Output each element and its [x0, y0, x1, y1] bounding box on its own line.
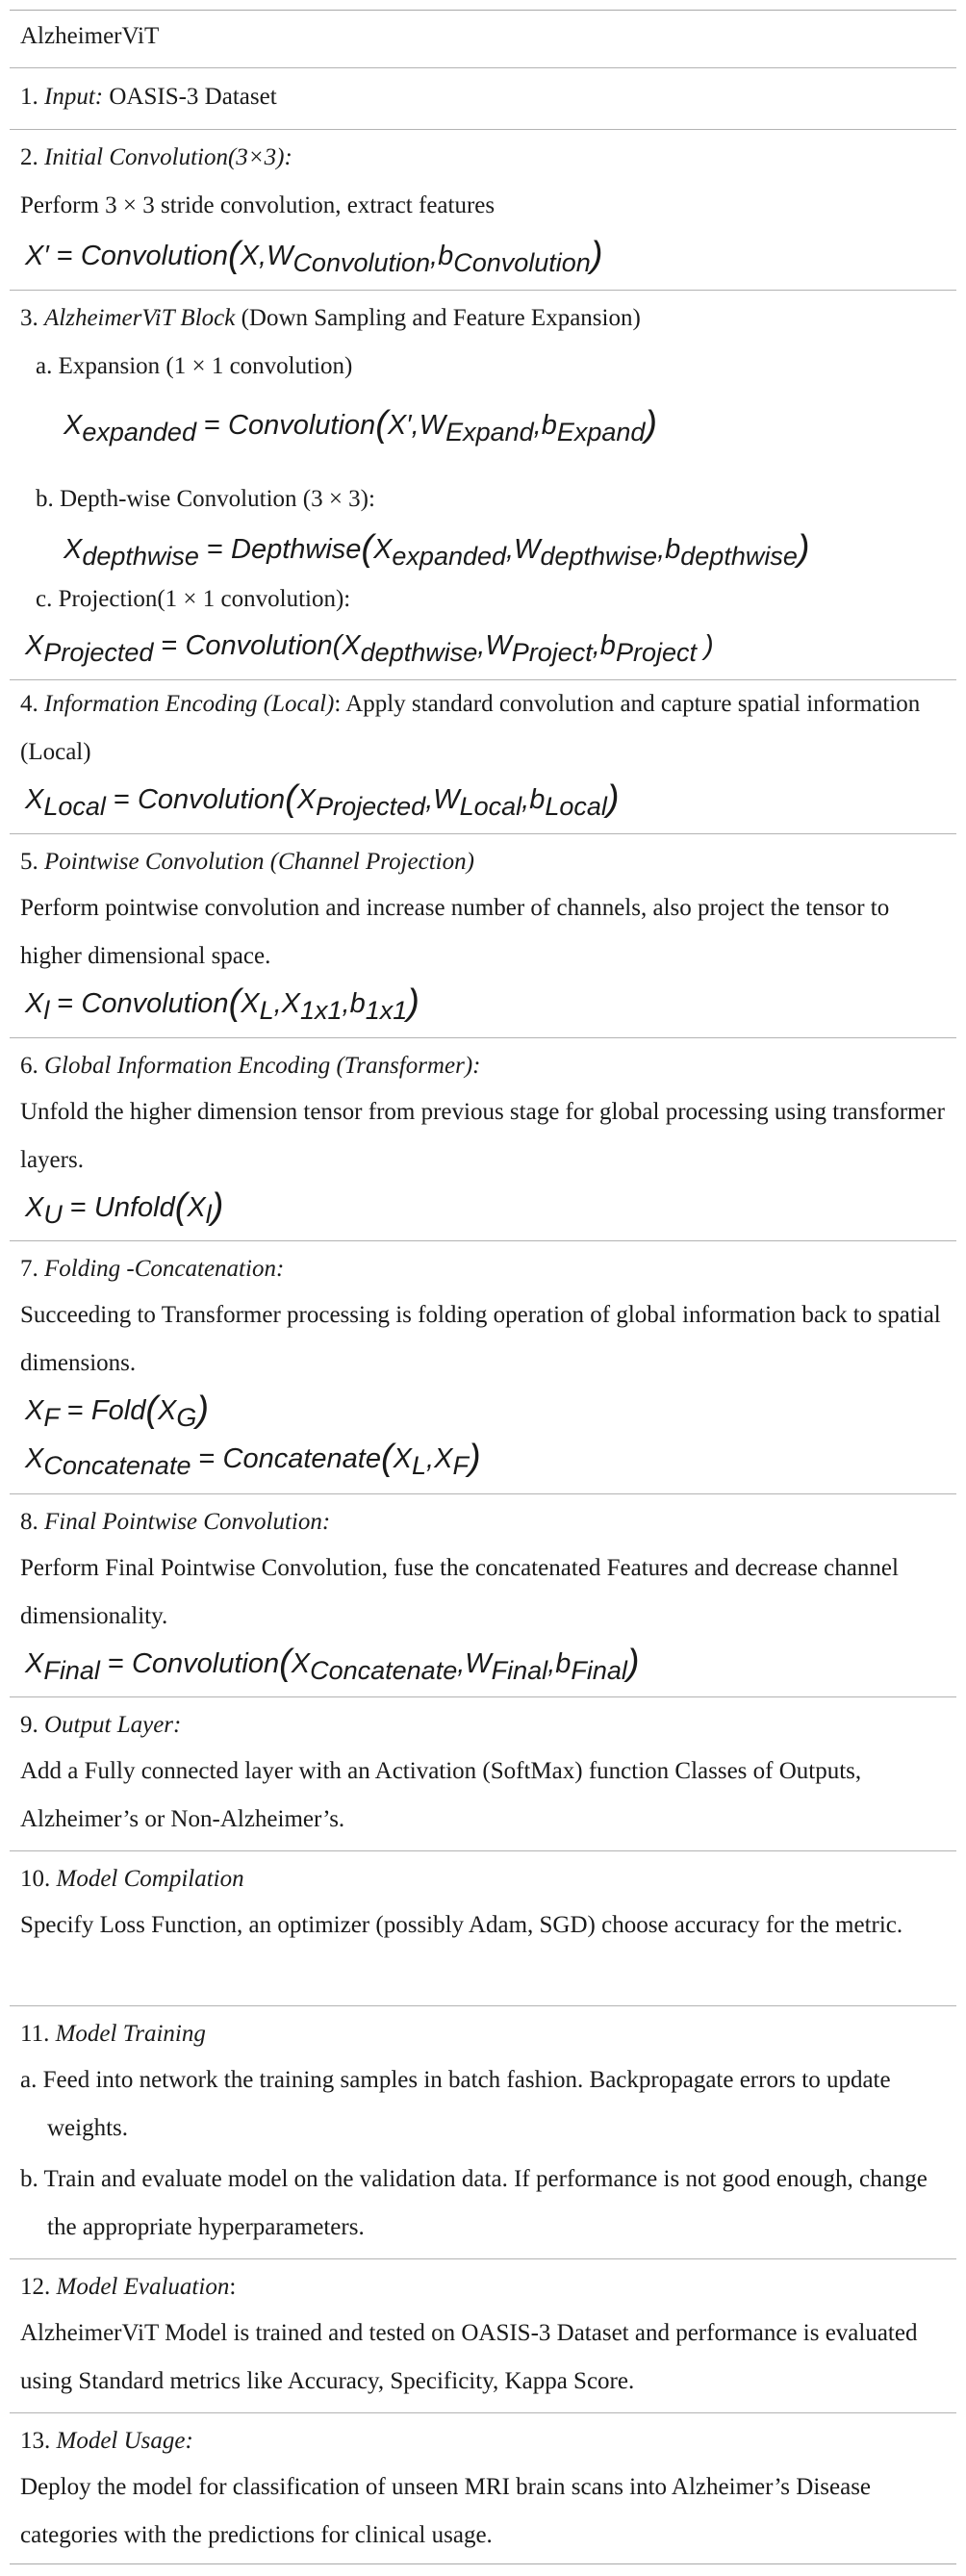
step-10-heading: 10. Model Compilation — [20, 1866, 244, 1892]
step-5-heading: 5. Pointwise Convolution (Channel Projection) — [20, 849, 474, 875]
step-1-heading: 1. Input: OASIS-3 Dataset — [20, 84, 277, 110]
step-10-description: Specify Loss Function, an optimizer (possibly Adam, SGD) choose accuracy for the metric. — [20, 1912, 903, 1938]
step-5-row — [10, 833, 956, 1037]
algorithm-title: AlzheimerViT — [20, 23, 160, 49]
step-10-row — [10, 1850, 956, 2005]
step-2-description: Perform 3 × 3 stride convolution, extract features — [20, 192, 496, 218]
step-6-row — [10, 1037, 956, 1240]
step-9-heading: 9. Output Layer: — [20, 1712, 182, 1738]
step-11b-item: b. Train and evaluate model on the validation data. If performance is not good enough, change the appropriate hyperparameters. — [20, 2166, 928, 2240]
step-13-heading: 13. Model Usage: — [20, 2428, 193, 2454]
step-2-row — [10, 129, 956, 290]
step-3b-equation: $X_{depthwise}$ = $Depthwise(X_{expanded},W_{depthwise},b_{depthwise})$ — [64, 528, 810, 571]
title-row — [10, 11, 956, 67]
step-4-row — [10, 679, 956, 833]
step-9-description: Add a Fully connected layer with an Activation (SoftMax) function Classes of Outputs, Alzheimer’s or Non-Alzheimer’s. — [20, 1758, 862, 1832]
step-3a-equation: $X_{expanded}$ = $Convolution(X',W_{Expand},b_{Expand})$ — [64, 404, 658, 446]
step-6-equation: $X_U$ = $Unfold(X_l)$ — [25, 1186, 224, 1229]
step-13-description: Deploy the model for classification of unseen MRI brain scans into Alzheimer’s Disease categories with the predictions for clinical usage. — [20, 2474, 872, 2548]
step-12-heading: 12. Model Evaluation: — [20, 2274, 237, 2300]
step-12-description: AlzheimerViT Model is trained and tested on OASIS-3 Dataset and performance is evaluated using Standard metrics like Accuracy, Specificity, Kappa Score. — [20, 2320, 918, 2394]
step-3c-equation: $X_{Projected}$ = $Convolution(X_{depthwise},W_{Project},b_{Project}$ ) — [25, 630, 714, 667]
step-11-heading: 11. Model Training — [20, 2021, 206, 2047]
step-6-heading: 6. Global Information Encoding (Transformer): — [20, 1053, 481, 1079]
step-3-heading: 3. AlzheimerViT Block (Down Sampling and Feature Expansion) — [20, 305, 641, 331]
step-5-equation: $X_l$ = $Convolution(X_L,X_{1x1},b_{1x1})$ — [25, 982, 419, 1025]
step-1-row — [10, 67, 956, 129]
step-11a-item: a. Feed into network the training samples in batch fashion. Backpropagate errors to update weights. — [20, 2067, 891, 2141]
step-8-equation: $X_{Final}$ = $Convolution(X_{Concatenate},W_{Final},b_{Final})$ — [25, 1643, 640, 1685]
step-3a-label: a. Expansion (1 × 1 convolution) — [36, 353, 353, 379]
step-5-description: Perform pointwise convolution and increase number of channels, also project the tensor to higher dimensional space. — [20, 895, 890, 969]
step-7-heading: 7. Folding -Concatenation: — [20, 1256, 285, 1282]
step-7-description: Succeeding to Transformer processing is folding operation of global information back to spatial dimensions. — [20, 1302, 941, 1376]
step-7-equation-fold: $X_F$ = $Fold(X_G)$ — [25, 1390, 209, 1432]
step-8-description: Perform Final Pointwise Convolution, fuse the concatenated Features and decrease channel dimensionality. — [20, 1555, 899, 1629]
step-8-heading: 8. Final Pointwise Convolution: — [20, 1509, 331, 1535]
step-4-equation: $X_{Local}$ = $Convolution(X_{Projected},W_{Local},b_{Local})$ — [25, 778, 620, 821]
step-7-row — [10, 1240, 956, 1493]
step-9-row — [10, 1696, 956, 1850]
step-3-row — [10, 290, 956, 679]
step-7-equation-concatenate: $X_{Concatenate}$ = $Concatenate(X_L,X_F)$ — [25, 1438, 481, 1480]
step-3b-label: b. Depth-wise Convolution (3 × 3): — [36, 486, 375, 512]
step-8-row — [10, 1493, 956, 1696]
step-13-row — [10, 2412, 956, 2564]
step-2-equation: $X' = Convolution(X,W_{Convolution},b_{Convolution})$ — [25, 235, 603, 277]
algorithm-table — [10, 10, 956, 2564]
step-11-row — [10, 2005, 956, 2258]
step-2-heading: 2. Initial Convolution(3×3): — [20, 144, 292, 170]
step-6-description: Unfold the higher dimension tensor from previous stage for global processing using transformer layers. — [20, 1099, 945, 1173]
step-4-heading: 4. Information Encoding (Local): Apply standard convolution and capture spatial information (Local) — [20, 691, 921, 765]
step-12-row — [10, 2258, 956, 2412]
step-3c-label: c. Projection(1 × 1 convolution): — [36, 586, 351, 612]
